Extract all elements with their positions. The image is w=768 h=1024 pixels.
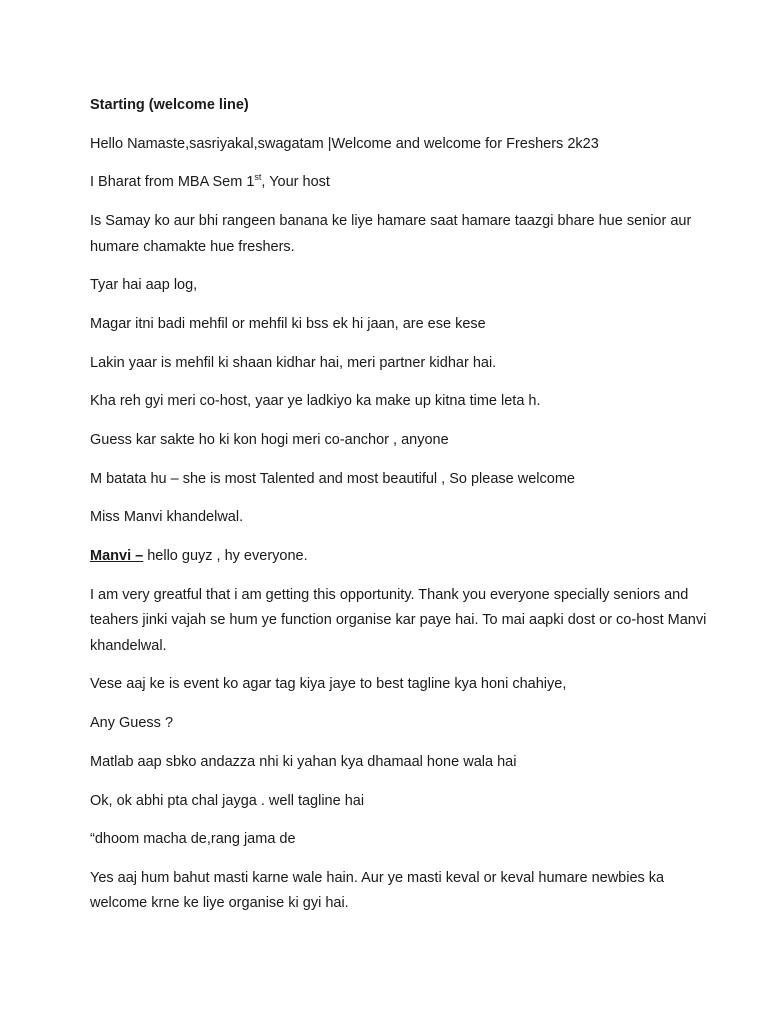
- paragraph-greeting: Hello Namaste,sasriyakal,swagatam |Welcome and welcome for Freshers 2k23: [90, 135, 599, 152]
- paragraph-tagline-question: Vese aaj ke is event ko agar tag kiya jaye to best tagline kya honi chahiye,: [90, 676, 567, 693]
- host-intro-suffix: , Your host: [261, 174, 330, 191]
- paragraph-cohost: Kha reh gyi meri co-host, yaar ye ladkiyo ka make up kitna time leta h.: [90, 393, 541, 410]
- document-page: [90, 93, 710, 930]
- paragraph-batata: M batata hu – she is most Talented and most beautiful , So please welcome: [90, 470, 575, 487]
- paragraph-greatful: I am very greatful that i am getting this opportunity. Thank you everyone specially seniors and teahers jinki vajah se hum ye function organise kar paye hai. To mai aapki dost or co-host Manvi khandelwal.: [90, 586, 707, 654]
- paragraph-manvi-line: [90, 544, 710, 570]
- ordinal-superscript: st: [254, 172, 262, 183]
- paragraph-dhoom: “dhoom macha de,rang jama de: [90, 831, 296, 848]
- paragraph-any-guess: Any Guess ?: [90, 715, 174, 732]
- manvi-greeting: hello guyz , hy everyone.: [143, 548, 308, 565]
- speaker-label: Manvi –: [90, 548, 144, 565]
- paragraph-mehfil: Magar itni badi mehfil or mehfil ki bss ek hi jaan, are ese kese: [90, 315, 486, 332]
- host-intro-text: I Bharat from MBA Sem 1: [90, 174, 255, 191]
- section-heading: Starting (welcome line): [90, 97, 249, 113]
- paragraph-samay: Is Samay ko aur bhi rangeen banana ke liye hamare saat hamare taazgi bhare hue senior aur humare chamakte hue freshers.: [90, 213, 692, 255]
- paragraph-tagline: Ok, ok abhi pta chal jayga . well tagline hai: [90, 792, 365, 809]
- paragraph-tyar: Tyar hai aap log,: [90, 277, 198, 294]
- paragraph-masti: Yes aaj hum bahut masti karne wale hain. Aur ye masti keval or keval humare newbies ka welcome krne ke liye organise ki gyi hai.: [90, 869, 665, 912]
- paragraph-shaan: Lakin yaar is mehfil ki shaan kidhar hai, meri partner kidhar hai.: [90, 354, 497, 371]
- paragraph-host-intro: [90, 170, 710, 196]
- paragraph-guess: Guess kar sakte ho ki kon hogi meri co-anchor , anyone: [90, 432, 449, 448]
- paragraph-dhamaal: Matlab aap sbko andazza nhi ki yahan kya dhamaal hone wala hai: [90, 753, 517, 770]
- paragraph-miss-manvi: Miss Manvi khandelwal.: [90, 509, 244, 526]
